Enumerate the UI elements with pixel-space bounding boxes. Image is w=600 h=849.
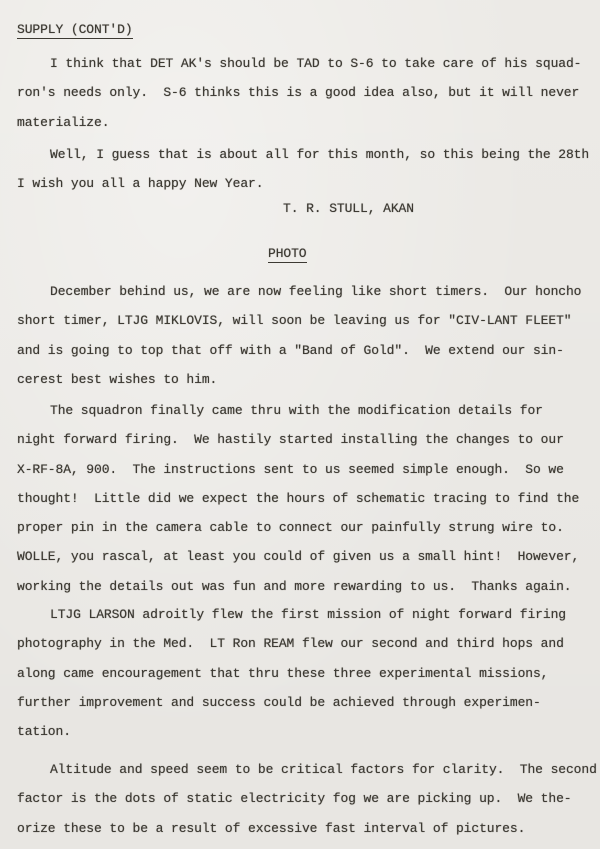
text-line: orize these to be a result of excessive fast interval of pictures. <box>17 820 526 836</box>
photo-section-heading <box>268 246 307 263</box>
supply-paragraph-1 <box>17 49 594 137</box>
text-line: I think that DET AK's should be TAD to S-6 to take care of his squad- <box>50 56 582 71</box>
text-line: further improvement and success could be achieved through experimen- <box>17 694 541 710</box>
photo-heading-text: PHOTO <box>268 246 307 261</box>
text-line: night forward firing. We hastily started installing the changes to our <box>17 432 564 448</box>
text-line: factor is the dots of static electricity fog we are picking up. We the- <box>17 791 572 807</box>
text-line: December behind us, we are now feeling like short timers. Our honcho <box>50 284 582 299</box>
text-line: ron's needs only. S-6 thinks this is a good idea also, but it will never <box>17 85 580 101</box>
supply-paragraph-2 <box>17 140 594 199</box>
text-line: WOLLE, you rascal, at least you could of given us a small hint! However, <box>17 549 580 565</box>
text-line: along came encouragement that thru these three experimental missions, <box>17 665 549 681</box>
text-line: cerest best wishes to him. <box>17 371 218 387</box>
photo-paragraph-2 <box>17 396 594 601</box>
photo-paragraph-1 <box>17 277 594 394</box>
photo-paragraph-4 <box>17 755 597 843</box>
text-line: X-RF-8A, 900. The instructions sent to us seemed simple enough. So we <box>17 461 564 477</box>
text-line: LTJG LARSON adroitly flew the first mission of night forward firing <box>50 607 566 622</box>
text-line: The squadron finally came thru with the modification details for <box>50 403 543 418</box>
text-line: Well, I guess that is about all for this month, so this being the 28th <box>50 147 590 162</box>
text-line: proper pin in the camera cable to connect our painfully strung wire to. <box>17 520 564 536</box>
text-line: short timer, LTJG MIKLOVIS, will soon be leaving us for "CIV-LANT FLEET" <box>17 313 572 329</box>
text-line: photography in the Med. LT Ron REAM flew our second and third hops and <box>17 636 564 652</box>
text-line: tation. <box>17 724 71 740</box>
text-line: materialize. <box>17 114 110 130</box>
supply-heading-text: SUPPLY (CONT'D) <box>17 22 133 37</box>
signature: T. R. STULL, AKAN <box>283 201 414 216</box>
text-line: I wish you all a happy New Year. <box>17 176 264 192</box>
photo-paragraph-3 <box>17 600 594 746</box>
text-line: working the details out was fun and more rewarding to us. Thanks again. <box>17 578 572 594</box>
text-line: thought! Little did we expect the hours of schematic tracing to find the <box>17 490 580 506</box>
text-line: and is going to top that off with a "Band of Gold". We extend our sin- <box>17 342 564 358</box>
supply-section-heading <box>17 22 133 39</box>
text-line: Altitude and speed seem to be critical factors for clarity. The second <box>50 762 597 777</box>
